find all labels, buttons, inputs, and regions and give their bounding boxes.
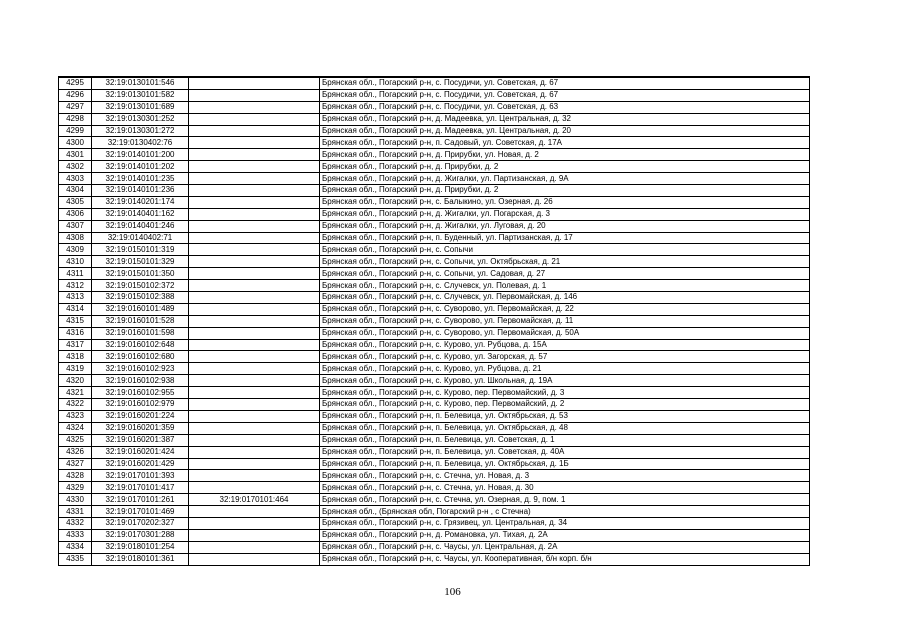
row-number-cell: 4332 xyxy=(59,517,92,529)
parent-cadastral-number-cell xyxy=(189,161,320,173)
address-cell: Брянская обл., Погарский р-н, п. Белевица, ул. Советская, д. 1 xyxy=(320,434,810,446)
row-number-cell: 4319 xyxy=(59,363,92,375)
parent-cadastral-number-cell xyxy=(189,173,320,185)
table-row xyxy=(59,220,810,232)
table-row xyxy=(59,351,810,363)
cadastral-number-cell: 32:19:0170301:288 xyxy=(92,529,189,541)
table-row xyxy=(59,303,810,315)
address-cell: Брянская обл., Погарский р-н, с. Сопычи, ул. Садовая, д. 27 xyxy=(320,268,810,280)
address-cell: Брянская обл., Погарский р-н, с. Балыкино, ул. Озерная, д. 26 xyxy=(320,196,810,208)
table-row xyxy=(59,77,810,89)
address-cell: Брянская обл., Погарский р-н, с. Стечна, ул. Озерная, д. 9, пом. 1 xyxy=(320,494,810,506)
page-number: 106 xyxy=(444,586,461,598)
cadastral-number-cell: 32:19:0160201:387 xyxy=(92,434,189,446)
cadastral-number-cell: 32:19:0160102:680 xyxy=(92,351,189,363)
table-row xyxy=(59,529,810,541)
cadastral-number-cell: 32:19:0170202:327 xyxy=(92,517,189,529)
table-row xyxy=(59,446,810,458)
parent-cadastral-number-cell xyxy=(189,458,320,470)
cadastral-number-cell: 32:19:0140402:71 xyxy=(92,232,189,244)
table-row xyxy=(59,173,810,185)
address-cell: Брянская обл., Погарский р-н, п. Белевица, ул. Октябрьская, д. 48 xyxy=(320,422,810,434)
parent-cadastral-number-cell xyxy=(189,244,320,256)
cadastral-number-cell: 32:19:0160201:429 xyxy=(92,458,189,470)
row-number-cell: 4308 xyxy=(59,232,92,244)
row-number-cell: 4314 xyxy=(59,303,92,315)
parent-cadastral-number-cell xyxy=(189,89,320,101)
address-cell: Брянская обл., Погарский р-н, с. Стечна, ул. Новая, д. 3 xyxy=(320,470,810,482)
row-number-cell: 4325 xyxy=(59,434,92,446)
parent-cadastral-number-cell xyxy=(189,422,320,434)
row-number-cell: 4305 xyxy=(59,196,92,208)
cadastral-number-cell: 32:19:0150102:372 xyxy=(92,280,189,292)
row-number-cell: 4306 xyxy=(59,208,92,220)
cadastral-number-cell: 32:19:0160201:424 xyxy=(92,446,189,458)
cadastral-number-cell: 32:19:0130101:546 xyxy=(92,77,189,89)
cadastral-number-cell: 32:19:0160102:648 xyxy=(92,339,189,351)
table-row xyxy=(59,470,810,482)
parent-cadastral-number-cell xyxy=(189,196,320,208)
table-row xyxy=(59,292,810,304)
parent-cadastral-number-cell xyxy=(189,339,320,351)
parent-cadastral-number-cell xyxy=(189,529,320,541)
row-number-cell: 4326 xyxy=(59,446,92,458)
row-number-cell: 4310 xyxy=(59,256,92,268)
parent-cadastral-number-cell xyxy=(189,125,320,137)
address-cell: Брянская обл., Погарский р-н, с. Суворово, ул. Первомайская, д. 22 xyxy=(320,303,810,315)
parent-cadastral-number-cell xyxy=(189,541,320,553)
table-row xyxy=(59,256,810,268)
cadastral-number-cell: 32:19:0160201:224 xyxy=(92,410,189,422)
row-number-cell: 4328 xyxy=(59,470,92,482)
table-row xyxy=(59,399,810,411)
parent-cadastral-number-cell: 32:19:0170101:464 xyxy=(189,494,320,506)
address-cell: Брянская обл., Погарский р-н, п. Белевица, ул. Советская, д. 40А xyxy=(320,446,810,458)
address-cell: Брянская обл., Погарский р-н, с. Курово, пер. Первомайский, д. 3 xyxy=(320,387,810,399)
table-body xyxy=(59,77,810,565)
cadastral-number-cell: 32:19:0160101:598 xyxy=(92,327,189,339)
address-cell: Брянская обл., Погарский р-н, с. Курово, ул. Загорская, д. 57 xyxy=(320,351,810,363)
table-row xyxy=(59,137,810,149)
table-row xyxy=(59,315,810,327)
table-row xyxy=(59,232,810,244)
table-row xyxy=(59,185,810,197)
table-row xyxy=(59,149,810,161)
row-number-cell: 4316 xyxy=(59,327,92,339)
cadastral-number-cell: 32:19:0140101:236 xyxy=(92,185,189,197)
cadastral-number-cell: 32:19:0170101:393 xyxy=(92,470,189,482)
address-cell: Брянская обл., Погарский р-н, д. Романовка, ул. Тихая, д. 2А xyxy=(320,529,810,541)
cadastral-number-cell: 32:19:0180101:361 xyxy=(92,553,189,565)
row-number-cell: 4311 xyxy=(59,268,92,280)
parent-cadastral-number-cell xyxy=(189,77,320,89)
table-row xyxy=(59,89,810,101)
address-cell: Брянская обл., Погарский р-н, д. Жигалки, ул. Партизанская, д. 9А xyxy=(320,173,810,185)
row-number-cell: 4304 xyxy=(59,185,92,197)
row-number-cell: 4302 xyxy=(59,161,92,173)
table-row xyxy=(59,541,810,553)
parent-cadastral-number-cell xyxy=(189,220,320,232)
parent-cadastral-number-cell xyxy=(189,280,320,292)
table-row xyxy=(59,375,810,387)
table-row xyxy=(59,458,810,470)
row-number-cell: 4313 xyxy=(59,292,92,304)
table-row xyxy=(59,244,810,256)
parent-cadastral-number-cell xyxy=(189,149,320,161)
address-cell: Брянская обл., Погарский р-н, п. Белевица, ул. Октябрьская, д. 1Б xyxy=(320,458,810,470)
address-cell: Брянская обл., Погарский р-н, п. Садовый, ул. Советская, д. 17А xyxy=(320,137,810,149)
table-row xyxy=(59,482,810,494)
address-cell: Брянская обл., Погарский р-н, с. Курово, ул. Рубцова, д. 15А xyxy=(320,339,810,351)
parent-cadastral-number-cell xyxy=(189,185,320,197)
table-row xyxy=(59,517,810,529)
parent-cadastral-number-cell xyxy=(189,434,320,446)
address-cell: Брянская обл., Погарский р-н, д. Жигалки, ул. Луговая, д. 20 xyxy=(320,220,810,232)
row-number-cell: 4331 xyxy=(59,506,92,518)
table-row xyxy=(59,410,810,422)
cadastral-number-cell: 32:19:0150102:388 xyxy=(92,292,189,304)
property-register-table xyxy=(58,76,810,566)
address-cell: Брянская обл., Погарский р-н, с. Чаусы, ул. Кооперативная, б/н корп. б/н xyxy=(320,553,810,565)
address-cell: Брянская обл., Погарский р-н, с. Случевск, ул. Первомайская, д. 146 xyxy=(320,292,810,304)
table-row xyxy=(59,208,810,220)
row-number-cell: 4321 xyxy=(59,387,92,399)
parent-cadastral-number-cell xyxy=(189,363,320,375)
address-cell: Брянская обл., Погарский р-н, с. Суворово, ул. Первомайская, д. 11 xyxy=(320,315,810,327)
parent-cadastral-number-cell xyxy=(189,399,320,411)
cadastral-number-cell: 32:19:0150101:319 xyxy=(92,244,189,256)
table-row xyxy=(59,125,810,137)
parent-cadastral-number-cell xyxy=(189,208,320,220)
row-number-cell: 4334 xyxy=(59,541,92,553)
row-number-cell: 4298 xyxy=(59,113,92,125)
cadastral-number-cell: 32:19:0160201:359 xyxy=(92,422,189,434)
parent-cadastral-number-cell xyxy=(189,232,320,244)
parent-cadastral-number-cell xyxy=(189,303,320,315)
address-cell: Брянская обл., Погарский р-н, с. Посудичи, ул. Советская, д. 63 xyxy=(320,101,810,113)
parent-cadastral-number-cell xyxy=(189,387,320,399)
table-row xyxy=(59,434,810,446)
table-row xyxy=(59,327,810,339)
parent-cadastral-number-cell xyxy=(189,506,320,518)
address-cell: Брянская обл., Погарский р-н, п. Буденный, ул. Партизанская, д. 17 xyxy=(320,232,810,244)
address-cell: Брянская обл., Погарский р-н, с. Чаусы, ул. Центральная, д. 2А xyxy=(320,541,810,553)
row-number-cell: 4312 xyxy=(59,280,92,292)
cadastral-number-cell: 32:19:0170101:469 xyxy=(92,506,189,518)
cadastral-number-cell: 32:19:0160102:979 xyxy=(92,399,189,411)
row-number-cell: 4330 xyxy=(59,494,92,506)
row-number-cell: 4300 xyxy=(59,137,92,149)
table-row xyxy=(59,553,810,565)
address-cell: Брянская обл., Погарский р-н, с. Посудичи, ул. Советская, д. 67 xyxy=(320,77,810,89)
row-number-cell: 4315 xyxy=(59,315,92,327)
row-number-cell: 4322 xyxy=(59,399,92,411)
row-number-cell: 4303 xyxy=(59,173,92,185)
address-cell: Брянская обл., Погарский р-н, с. Посудичи, ул. Советская, д. 67 xyxy=(320,89,810,101)
table-row xyxy=(59,422,810,434)
cadastral-number-cell: 32:19:0170101:417 xyxy=(92,482,189,494)
row-number-cell: 4335 xyxy=(59,553,92,565)
row-number-cell: 4309 xyxy=(59,244,92,256)
parent-cadastral-number-cell xyxy=(189,517,320,529)
cadastral-number-cell: 32:19:0130301:272 xyxy=(92,125,189,137)
cadastral-number-cell: 32:19:0140101:200 xyxy=(92,149,189,161)
parent-cadastral-number-cell xyxy=(189,446,320,458)
cadastral-number-cell: 32:19:0160102:955 xyxy=(92,387,189,399)
row-number-cell: 4327 xyxy=(59,458,92,470)
parent-cadastral-number-cell xyxy=(189,113,320,125)
address-cell: Брянская обл., Погарский р-н, с. Стечна, ул. Новая, д. 30 xyxy=(320,482,810,494)
cadastral-number-cell: 32:19:0160101:489 xyxy=(92,303,189,315)
table-row xyxy=(59,196,810,208)
address-cell: Брянская обл., Погарский р-н, с. Курово, пер. Первомайский, д. 2 xyxy=(320,399,810,411)
parent-cadastral-number-cell xyxy=(189,268,320,280)
parent-cadastral-number-cell xyxy=(189,553,320,565)
row-number-cell: 4301 xyxy=(59,149,92,161)
row-number-cell: 4318 xyxy=(59,351,92,363)
table-row xyxy=(59,387,810,399)
table-row xyxy=(59,113,810,125)
row-number-cell: 4299 xyxy=(59,125,92,137)
row-number-cell: 4317 xyxy=(59,339,92,351)
cadastral-number-cell: 32:19:0160102:923 xyxy=(92,363,189,375)
row-number-cell: 4296 xyxy=(59,89,92,101)
parent-cadastral-number-cell xyxy=(189,327,320,339)
row-number-cell: 4320 xyxy=(59,375,92,387)
cadastral-number-cell: 32:19:0130101:582 xyxy=(92,89,189,101)
address-cell: Брянская обл., (Брянская обл, Погарский р-н , с Стечна) xyxy=(320,506,810,518)
cadastral-number-cell: 32:19:0140101:235 xyxy=(92,173,189,185)
table-row xyxy=(59,494,810,506)
row-number-cell: 4323 xyxy=(59,410,92,422)
table-row xyxy=(59,101,810,113)
address-cell: Брянская обл., Погарский р-н, д. Мадеевка, ул. Центральная, д. 20 xyxy=(320,125,810,137)
table-row xyxy=(59,161,810,173)
parent-cadastral-number-cell xyxy=(189,137,320,149)
parent-cadastral-number-cell xyxy=(189,410,320,422)
row-number-cell: 4333 xyxy=(59,529,92,541)
cadastral-number-cell: 32:19:0140101:202 xyxy=(92,161,189,173)
table-row xyxy=(59,506,810,518)
cadastral-number-cell: 32:19:0160102:938 xyxy=(92,375,189,387)
cadastral-number-cell: 32:19:0130301:252 xyxy=(92,113,189,125)
cadastral-number-cell: 32:19:0180101:254 xyxy=(92,541,189,553)
parent-cadastral-number-cell xyxy=(189,470,320,482)
cadastral-number-cell: 32:19:0140401:162 xyxy=(92,208,189,220)
row-number-cell: 4307 xyxy=(59,220,92,232)
parent-cadastral-number-cell xyxy=(189,315,320,327)
row-number-cell: 4297 xyxy=(59,101,92,113)
address-cell: Брянская обл., Погарский р-н, д. Прирубки, ул. Новая, д. 2 xyxy=(320,149,810,161)
document-page xyxy=(58,76,810,566)
parent-cadastral-number-cell xyxy=(189,375,320,387)
row-number-cell: 4329 xyxy=(59,482,92,494)
parent-cadastral-number-cell xyxy=(189,482,320,494)
row-number-cell: 4324 xyxy=(59,422,92,434)
cadastral-number-cell: 32:19:0140201:174 xyxy=(92,196,189,208)
address-cell: Брянская обл., Погарский р-н, д. Мадеевка, ул. Центральная, д. 32 xyxy=(320,113,810,125)
cadastral-number-cell: 32:19:0130402:76 xyxy=(92,137,189,149)
parent-cadastral-number-cell xyxy=(189,292,320,304)
cadastral-number-cell: 32:19:0130101:689 xyxy=(92,101,189,113)
address-cell: Брянская обл., Погарский р-н, д. Прирубки, д. 2 xyxy=(320,185,810,197)
address-cell: Брянская обл., Погарский р-н, д. Жигалки, ул. Погарская, д. 3 xyxy=(320,208,810,220)
address-cell: Брянская обл., Погарский р-н, с. Курово, ул. Рубцова, д. 21 xyxy=(320,363,810,375)
cadastral-number-cell: 32:19:0170101:261 xyxy=(92,494,189,506)
table-row xyxy=(59,363,810,375)
row-number-cell: 4295 xyxy=(59,77,92,89)
address-cell: Брянская обл., Погарский р-н, п. Белевица, ул. Октябрьская, д. 53 xyxy=(320,410,810,422)
table-row xyxy=(59,280,810,292)
cadastral-number-cell: 32:19:0160101:528 xyxy=(92,315,189,327)
address-cell: Брянская обл., Погарский р-н, с. Случевск, ул. Полевая, д. 1 xyxy=(320,280,810,292)
table-row xyxy=(59,268,810,280)
parent-cadastral-number-cell xyxy=(189,351,320,363)
parent-cadastral-number-cell xyxy=(189,256,320,268)
parent-cadastral-number-cell xyxy=(189,101,320,113)
address-cell: Брянская обл., Погарский р-н, с. Суворово, ул. Первомайская, д. 50А xyxy=(320,327,810,339)
address-cell: Брянская обл., Погарский р-н, с. Сопычи, ул. Октябрьская, д. 21 xyxy=(320,256,810,268)
address-cell: Брянская обл., Погарский р-н, с. Курово, ул. Школьная, д. 19А xyxy=(320,375,810,387)
cadastral-number-cell: 32:19:0150101:350 xyxy=(92,268,189,280)
table-row xyxy=(59,339,810,351)
cadastral-number-cell: 32:19:0140401:246 xyxy=(92,220,189,232)
address-cell: Брянская обл., Погарский р-н, с. Грязивец, ул. Центральная, д. 34 xyxy=(320,517,810,529)
address-cell: Брянская обл., Погарский р-н, с. Сопычи xyxy=(320,244,810,256)
cadastral-number-cell: 32:19:0150101:329 xyxy=(92,256,189,268)
address-cell: Брянская обл., Погарский р-н, д. Прирубки, д. 2 xyxy=(320,161,810,173)
